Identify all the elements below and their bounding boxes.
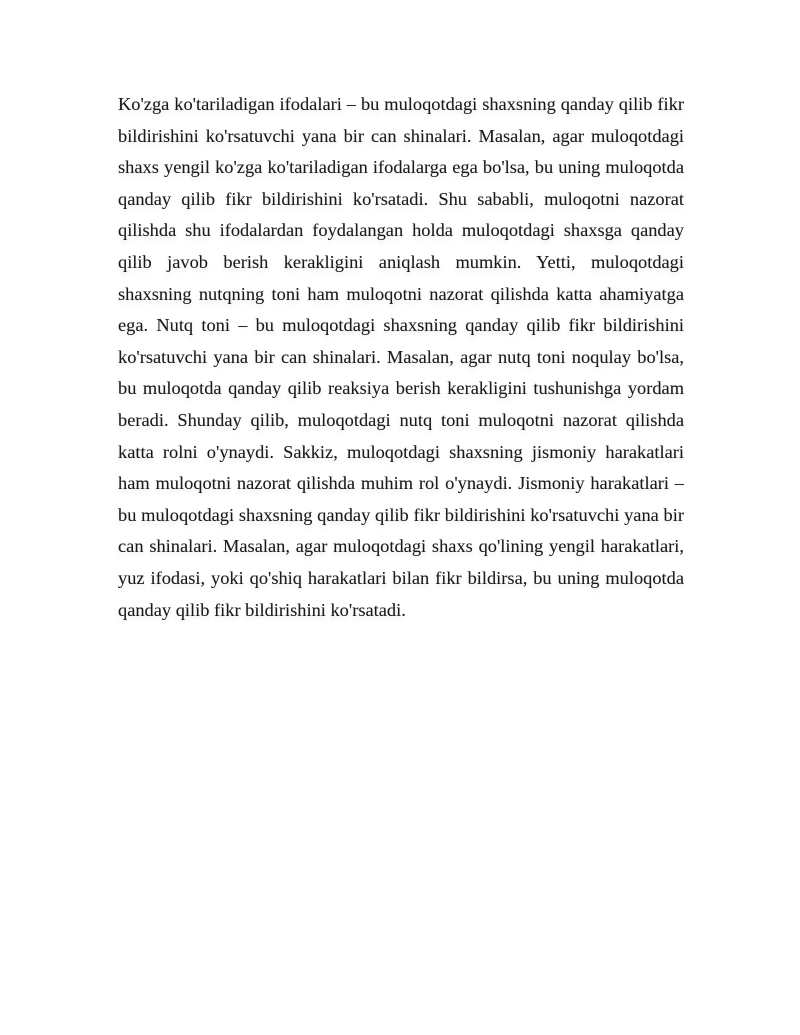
body-paragraph xyxy=(118,89,684,626)
paragraph-line: shaxs yengil ko'zga ko'tariladigan ifodalarga ega bo'lsa, bu uning muloqotda xyxy=(118,157,684,178)
paragraph-line: ko'rsatuvchi yana bir can shinalari. Masalan, agar nutq toni noqulay bo'lsa, xyxy=(118,346,684,367)
paragraph-line: yuz ifodasi, yoki qo'shiq harakatlari bilan fikr bildirsa, bu uning muloqotda xyxy=(118,567,684,588)
paragraph-line: beradi. Shunday qilib, muloqotdagi nutq toni muloqotni nazorat qilishda xyxy=(118,409,684,430)
paragraph-line: bu muloqotdagi shaxsning qanday qilib fikr bildirishini ko'rsatuvchi yana bir xyxy=(118,504,684,525)
paragraph-line: bu muloqotda qanday qilib reaksiya berish kerakligini tushunishga yordam xyxy=(118,378,684,399)
paragraph-line: Ko'zga ko'tariladigan ifodalari – bu muloqotdagi shaxsning qanday qilib fikr xyxy=(118,94,684,114)
paragraph-line: qanday qilib fikr bildirishini ko'rsatadi. Shu sababli, muloqotni nazorat xyxy=(118,188,684,209)
paragraph-line: ham muloqotni nazorat qilishda muhim rol o'ynaydi. Jismoniy harakatlari – xyxy=(118,473,684,494)
paragraph-line-last: qanday qilib fikr bildirishini ko'rsatadi. xyxy=(118,599,406,620)
paragraph-line: can shinalari. Masalan, agar muloqotdagi shaxs qo'lining yengil harakatlari, xyxy=(118,536,684,557)
paragraph-line: qilib javob berish kerakligini aniqlash mumkin. Yetti, muloqotdagi xyxy=(118,251,684,272)
paragraph-line: qilishda shu ifodalardan foydalangan holda muloqotdagi shaxsga qanday xyxy=(118,220,684,241)
paragraph-line: bildirishini ko'rsatuvchi yana bir can shinalari. Masalan, agar muloqotdagi xyxy=(118,125,684,146)
paragraph-line: shaxsning nutqning toni ham muloqotni nazorat qilishda katta ahamiyatga xyxy=(118,283,684,304)
paragraph-line: ega. Nutq toni – bu muloqotdagi shaxsning qanday qilib fikr bildirishini xyxy=(118,315,684,336)
paragraph-line: katta rolni o'ynaydi. Sakkiz, muloqotdagi shaxsning jismoniy harakatlari xyxy=(118,441,684,462)
